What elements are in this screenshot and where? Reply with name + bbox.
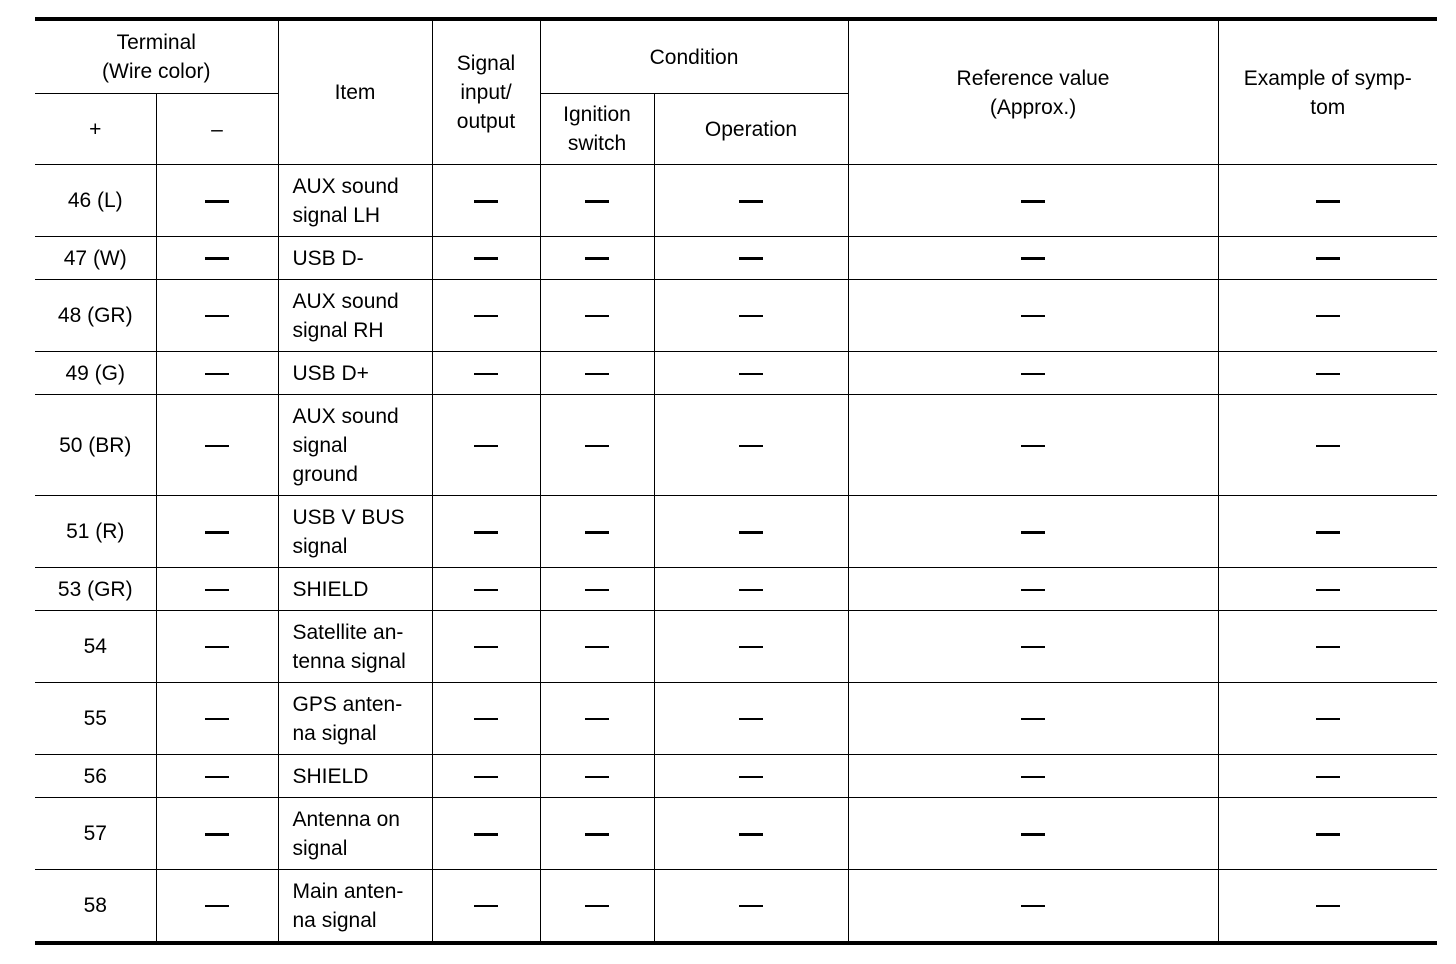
item-cell: AUX sound signal LH <box>278 165 432 237</box>
table-header <box>35 19 1437 165</box>
item-cell: GPS anten- na signal <box>278 683 432 755</box>
header-example-symptom: Example of symp- tom <box>1218 19 1437 165</box>
em-dash <box>585 718 609 720</box>
em-dash <box>585 589 609 591</box>
signal-io-cell <box>432 683 540 755</box>
reference-value-cell <box>848 165 1218 237</box>
table-row <box>35 352 1437 395</box>
em-dash <box>585 905 609 907</box>
em-dash <box>474 776 498 778</box>
operation-cell <box>654 165 848 237</box>
em-dash <box>739 646 763 648</box>
ignition-switch-cell <box>540 352 654 395</box>
item-cell: AUX sound signal ground <box>278 395 432 496</box>
operation-cell <box>654 611 848 683</box>
ignition-switch-cell <box>540 755 654 798</box>
terminal-plus-cell: 57 <box>35 798 156 870</box>
em-dash <box>205 445 229 447</box>
example-symptom-cell <box>1218 352 1437 395</box>
header-terminal: Terminal (Wire color) <box>35 19 278 94</box>
terminal-minus-cell <box>156 395 278 496</box>
em-dash <box>1316 445 1340 447</box>
em-dash <box>739 200 763 203</box>
item-cell: Satellite an- tenna signal <box>278 611 432 683</box>
reference-value-cell <box>848 568 1218 611</box>
operation-cell <box>654 755 848 798</box>
signal-io-cell <box>432 870 540 944</box>
table-row <box>35 280 1437 352</box>
header-operation: Operation <box>654 94 848 165</box>
em-dash <box>205 718 229 720</box>
operation-cell <box>654 395 848 496</box>
em-dash <box>474 200 498 203</box>
signal-io-cell <box>432 798 540 870</box>
em-dash <box>474 718 498 720</box>
em-dash <box>585 257 609 260</box>
em-dash <box>739 776 763 778</box>
em-dash <box>739 718 763 720</box>
ignition-switch-cell <box>540 496 654 568</box>
table-row <box>35 165 1437 237</box>
example-symptom-cell <box>1218 755 1437 798</box>
table-row <box>35 798 1437 870</box>
operation-cell <box>654 568 848 611</box>
em-dash <box>1316 833 1340 836</box>
em-dash <box>1021 646 1045 648</box>
header-reference-value: Reference value (Approx.) <box>848 19 1218 165</box>
item-cell: USB D+ <box>278 352 432 395</box>
em-dash <box>585 531 609 534</box>
em-dash <box>1021 315 1045 317</box>
em-dash <box>1316 718 1340 720</box>
em-dash <box>739 531 763 534</box>
table-row <box>35 611 1437 683</box>
example-symptom-cell <box>1218 496 1437 568</box>
operation-cell <box>654 352 848 395</box>
em-dash <box>1021 833 1045 836</box>
em-dash <box>474 531 498 534</box>
ignition-switch-cell <box>540 798 654 870</box>
terminal-minus-cell <box>156 755 278 798</box>
table-row <box>35 683 1437 755</box>
operation-cell <box>654 870 848 944</box>
reference-value-cell <box>848 496 1218 568</box>
reference-value-cell <box>848 237 1218 280</box>
terminal-minus-cell <box>156 165 278 237</box>
terminal-plus-cell: 49 (G) <box>35 352 156 395</box>
terminal-plus-cell: 46 (L) <box>35 165 156 237</box>
table-row <box>35 568 1437 611</box>
example-symptom-cell <box>1218 237 1437 280</box>
terminal-minus-cell <box>156 683 278 755</box>
em-dash <box>1316 315 1340 317</box>
em-dash <box>474 646 498 648</box>
em-dash <box>205 200 229 203</box>
em-dash <box>1021 445 1045 447</box>
ignition-switch-cell <box>540 683 654 755</box>
terminal-plus-cell: 54 <box>35 611 156 683</box>
em-dash <box>205 531 229 534</box>
em-dash <box>474 589 498 591</box>
header-ignition-switch: Ignition switch <box>540 94 654 165</box>
em-dash <box>739 445 763 447</box>
reference-value-cell <box>848 755 1218 798</box>
header-item: Item <box>278 19 432 165</box>
terminal-minus-cell <box>156 798 278 870</box>
ignition-switch-cell <box>540 611 654 683</box>
item-cell: USB D- <box>278 237 432 280</box>
em-dash <box>1021 905 1045 907</box>
em-dash <box>585 445 609 447</box>
example-symptom-cell <box>1218 165 1437 237</box>
em-dash <box>205 373 229 375</box>
signal-io-cell <box>432 496 540 568</box>
terminal-minus-cell <box>156 496 278 568</box>
operation-cell <box>654 798 848 870</box>
item-cell: Main anten- na signal <box>278 870 432 944</box>
em-dash <box>739 373 763 375</box>
item-cell: AUX sound signal RH <box>278 280 432 352</box>
em-dash <box>205 905 229 907</box>
em-dash <box>739 905 763 907</box>
em-dash <box>1021 531 1045 534</box>
em-dash <box>205 257 229 260</box>
em-dash <box>1021 718 1045 720</box>
em-dash <box>474 445 498 447</box>
terminal-plus-cell: 51 (R) <box>35 496 156 568</box>
em-dash <box>585 373 609 375</box>
operation-cell <box>654 280 848 352</box>
signal-io-cell <box>432 352 540 395</box>
em-dash <box>1316 257 1340 260</box>
reference-value-cell <box>848 870 1218 944</box>
item-cell: SHIELD <box>278 568 432 611</box>
reference-value-cell <box>848 798 1218 870</box>
ignition-switch-cell <box>540 165 654 237</box>
em-dash <box>1316 646 1340 648</box>
em-dash <box>1316 531 1340 534</box>
example-symptom-cell <box>1218 395 1437 496</box>
operation-cell <box>654 496 848 568</box>
em-dash <box>205 589 229 591</box>
reference-value-cell <box>848 683 1218 755</box>
em-dash <box>585 646 609 648</box>
header-plus: + <box>35 94 156 165</box>
header-signal-io: Signal input/ output <box>432 19 540 165</box>
operation-cell <box>654 683 848 755</box>
em-dash <box>205 776 229 778</box>
reference-value-cell <box>848 352 1218 395</box>
terminal-plus-cell: 55 <box>35 683 156 755</box>
example-symptom-cell <box>1218 798 1437 870</box>
em-dash <box>205 646 229 648</box>
em-dash <box>739 833 763 836</box>
table-row <box>35 395 1437 496</box>
table-row <box>35 755 1437 798</box>
em-dash <box>474 257 498 260</box>
reference-value-cell <box>848 611 1218 683</box>
em-dash <box>739 589 763 591</box>
terminal-plus-cell: 53 (GR) <box>35 568 156 611</box>
header-minus: – <box>156 94 278 165</box>
ignition-switch-cell <box>540 280 654 352</box>
em-dash <box>585 315 609 317</box>
terminal-minus-cell <box>156 237 278 280</box>
example-symptom-cell <box>1218 280 1437 352</box>
em-dash <box>474 833 498 836</box>
signal-io-cell <box>432 755 540 798</box>
table-row <box>35 237 1437 280</box>
item-cell: SHIELD <box>278 755 432 798</box>
em-dash <box>1021 373 1045 375</box>
ignition-switch-cell <box>540 870 654 944</box>
em-dash <box>474 373 498 375</box>
terminal-minus-cell <box>156 352 278 395</box>
signal-io-cell <box>432 237 540 280</box>
terminal-plus-cell: 47 (W) <box>35 237 156 280</box>
terminal-plus-cell: 58 <box>35 870 156 944</box>
terminal-plus-cell: 56 <box>35 755 156 798</box>
em-dash <box>1316 373 1340 375</box>
header-condition: Condition <box>540 19 848 94</box>
item-cell: Antenna on signal <box>278 798 432 870</box>
item-cell: USB V BUS signal <box>278 496 432 568</box>
signal-io-cell <box>432 280 540 352</box>
em-dash <box>739 315 763 317</box>
signal-io-cell <box>432 395 540 496</box>
terminal-minus-cell <box>156 611 278 683</box>
table-row <box>35 496 1437 568</box>
terminal-minus-cell <box>156 280 278 352</box>
em-dash <box>1021 257 1045 260</box>
em-dash <box>1316 905 1340 907</box>
em-dash <box>1021 589 1045 591</box>
example-symptom-cell <box>1218 611 1437 683</box>
ignition-switch-cell <box>540 395 654 496</box>
em-dash <box>1021 776 1045 778</box>
signal-io-cell <box>432 611 540 683</box>
em-dash <box>585 776 609 778</box>
em-dash <box>205 833 229 836</box>
em-dash <box>1021 200 1045 203</box>
terminal-spec-table <box>35 17 1437 945</box>
signal-io-cell <box>432 165 540 237</box>
reference-value-cell <box>848 280 1218 352</box>
em-dash <box>1316 589 1340 591</box>
em-dash <box>585 833 609 836</box>
operation-cell <box>654 237 848 280</box>
em-dash <box>585 200 609 203</box>
terminal-minus-cell <box>156 568 278 611</box>
em-dash <box>739 257 763 260</box>
example-symptom-cell <box>1218 870 1437 944</box>
em-dash <box>205 315 229 317</box>
terminal-plus-cell: 50 (BR) <box>35 395 156 496</box>
example-symptom-cell <box>1218 568 1437 611</box>
reference-value-cell <box>848 395 1218 496</box>
em-dash <box>474 905 498 907</box>
em-dash <box>1316 200 1340 203</box>
table-row <box>35 870 1437 944</box>
signal-io-cell <box>432 568 540 611</box>
example-symptom-cell <box>1218 683 1437 755</box>
terminal-minus-cell <box>156 870 278 944</box>
table-body <box>35 165 1437 944</box>
em-dash <box>474 315 498 317</box>
ignition-switch-cell <box>540 237 654 280</box>
em-dash <box>1316 776 1340 778</box>
terminal-plus-cell: 48 (GR) <box>35 280 156 352</box>
ignition-switch-cell <box>540 568 654 611</box>
